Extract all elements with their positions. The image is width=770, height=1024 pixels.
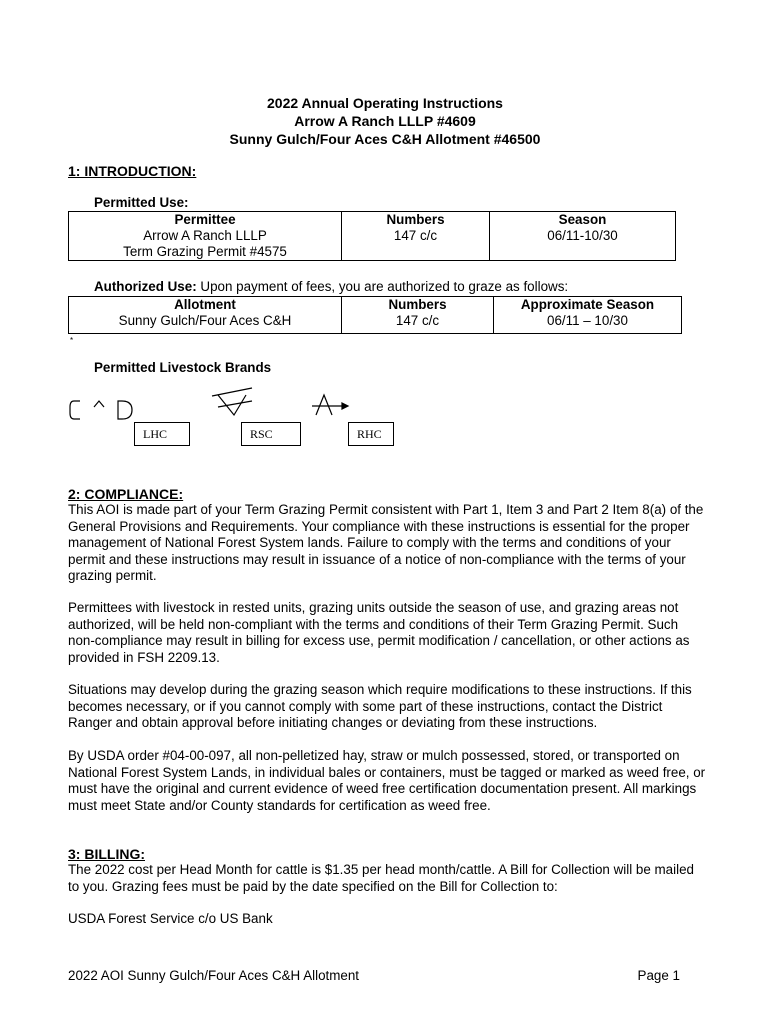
permit-table [68, 211, 676, 261]
brand-box-rhc: RHC [348, 422, 394, 446]
footer-page-number: Page 1 [637, 968, 680, 983]
permit-season: 06/11-10/30 [547, 228, 618, 243]
compliance-paragraph-2: Permittees with livestock in rested units, grazing units outside the season of use, and grazing areas not authorized, will be held non-compliant with the terms and conditions of their Term Grazing Permit. Such non-compliance may result in billing for excess use, permit modification / cancellation, or other actions as provided in FSH 2209.13. [68, 600, 690, 665]
asterisk-note: * [70, 336, 74, 345]
auth-numbers: 147 c/c [342, 313, 494, 334]
permit-header-numbers: Numbers [342, 212, 490, 229]
lhc-brand-mark [70, 401, 132, 419]
permit-header-season: Season [558, 212, 607, 227]
brand-box-rsc: RSC [241, 422, 301, 446]
permit-number: Term Grazing Permit #4575 [123, 244, 287, 259]
billing-heading: 3: BILLING: [68, 846, 145, 862]
brands-label: Permitted Livestock Brands [94, 360, 272, 375]
brand-box-lhc: LHC [134, 422, 190, 446]
footer-document-title: 2022 AOI Sunny Gulch/Four Aces C&H Allotment [68, 968, 360, 983]
authorized-use-line [94, 279, 568, 294]
permittee-cell [69, 228, 342, 261]
livestock-brands-graphic [66, 385, 356, 425]
authorized-use-text: Upon payment of fees, you are authorized to graze as follows: [200, 279, 569, 294]
auth-header-numbers: Numbers [342, 297, 494, 314]
title-line-3: Sunny Gulch/Four Aces C&H Allotment #46500 [229, 131, 541, 147]
auth-season: 06/11 – 10/30 [547, 313, 628, 328]
title-line-1: 2022 Annual Operating Instructions [267, 95, 503, 111]
permit-header-permittee: Permittee [69, 212, 342, 229]
permit-numbers: 147 c/c [342, 228, 490, 261]
rhc-brand-mark [312, 395, 348, 415]
auth-header-allotment: Allotment [69, 297, 342, 314]
auth-header-season: Approximate Season [520, 297, 655, 312]
compliance-paragraph-4: By USDA order #04-00-097, all non-pelletized hay, straw or mulch possessed, stored, or transported on National Forest System Lands, in individual bales or containers, must be tagged or marked as weed free, or must have the original and current evidence of weed free certification documentation present. All markings must meet State and/or County standards for certification as weed free. [68, 748, 706, 813]
permittee-name: Arrow A Ranch LLLP [143, 228, 267, 243]
auth-allotment: Sunny Gulch/Four Aces C&H [69, 313, 342, 334]
intro-heading: 1: INTRODUCTION: [68, 163, 197, 179]
authorized-use-label: Authorized Use: [94, 279, 197, 294]
authorized-table [68, 296, 682, 334]
permitted-use-label: Permitted Use: [94, 195, 189, 210]
compliance-heading: 2: COMPLIANCE: [68, 486, 184, 502]
compliance-paragraph-1: This AOI is made part of your Term Grazing Permit consistent with Part 1, Item 3 and Part 2 Item 8(a) of the General Provisions and Requirements. Your compliance with these instructions is essential for the proper management of National Forest System lands. Failure to comply with the terms and conditions of your permit and these instructions may result in issuance of a notice of non-compliance with the terms of your grazing permit. [68, 502, 704, 584]
compliance-paragraph-3: Situations may develop during the grazing season which require modifications to these instructions. If this becomes necessary, or if you cannot comply with some part of these instructions, contact the District Ranger and obtain approval before initiating changes or deviating from these instructions. [68, 682, 692, 731]
billing-paragraph-1: The 2022 cost per Head Month for cattle is $1.35 per head month/cattle. A Bill for Collection will be mailed to you. Grazing fees must be paid by the date specified on the Bill for Collection to: [68, 862, 694, 894]
title-line-2: Arrow A Ranch LLLP #4609 [294, 113, 476, 129]
rsc-brand-mark [212, 388, 252, 415]
billing-paragraph-2: USDA Forest Service c/o US Bank [68, 911, 273, 926]
